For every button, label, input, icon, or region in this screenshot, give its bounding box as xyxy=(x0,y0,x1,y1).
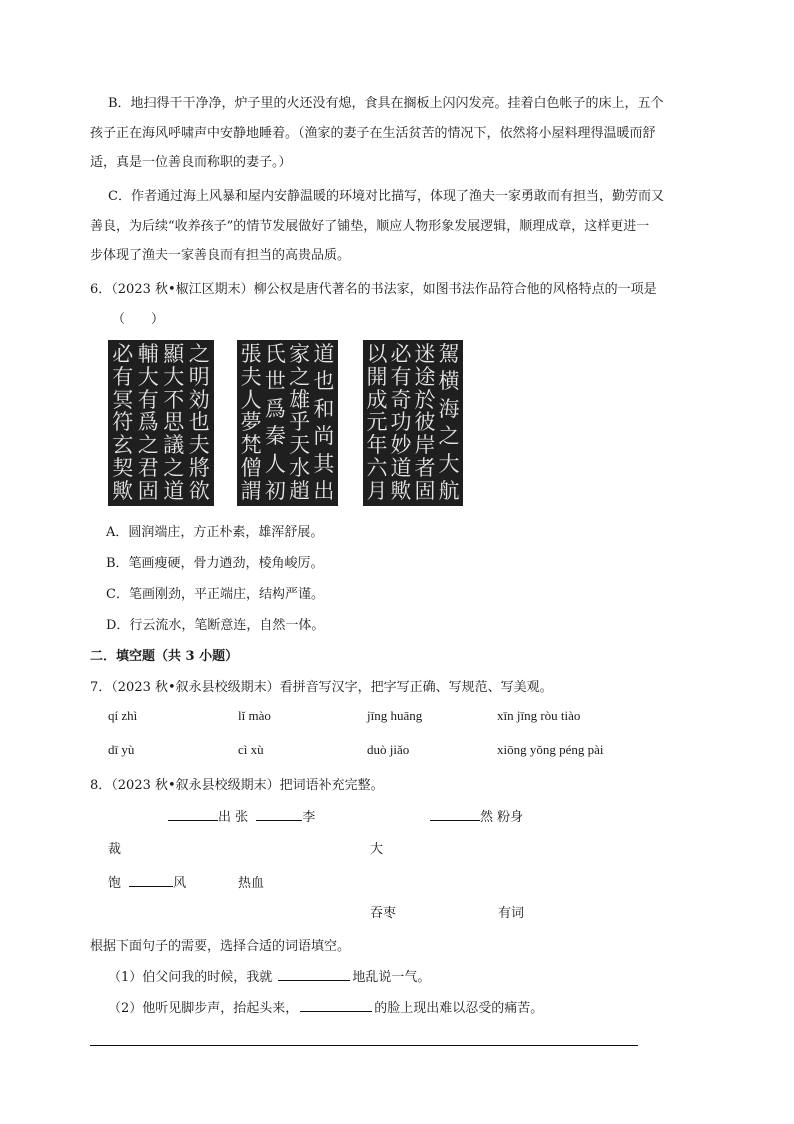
calligraphy-character: 必 xyxy=(112,342,134,366)
fill-blank[interactable] xyxy=(430,806,480,821)
calligraphy-character: 岸 xyxy=(414,433,436,458)
calligraphy-character: 爲 xyxy=(264,396,286,421)
calligraphy-character: 妙 xyxy=(390,433,412,458)
calligraphy-character: 年 xyxy=(366,433,388,458)
word-fill-item: 出 张 李 xyxy=(168,806,315,825)
calligraphy-column xyxy=(415,344,436,502)
calligraphy-column xyxy=(163,344,184,502)
calligraphy-character: 欲 xyxy=(188,478,210,503)
calligraphy-character: 僧 xyxy=(240,456,262,481)
calligraphy-character: 之 xyxy=(188,342,210,366)
pinyin-item: qí zhì xyxy=(108,708,138,723)
calligraphy-character: 謂 xyxy=(240,478,262,503)
calligraphy-character: 大 xyxy=(163,364,185,389)
calligraphy-character: 其 xyxy=(313,451,335,476)
calligraphy-character: 和 xyxy=(313,396,335,421)
calligraphy-character: 玄 xyxy=(112,433,134,458)
calligraphy-character: 之 xyxy=(137,433,159,458)
calligraphy-column xyxy=(241,344,262,502)
word-fragment: 裁 xyxy=(108,842,122,857)
calligraphy-column xyxy=(189,344,210,502)
calligraphy-character: 冥 xyxy=(112,387,134,412)
fill-blank[interactable] xyxy=(278,966,350,981)
calligraphy-column xyxy=(313,344,334,502)
text-line: B．地扫得干干净净，炉子里的火还没有熄，食具在搁板上闪闪发亮。挂着白色帐子的床上，五个 xyxy=(108,96,664,111)
pinyin-item: jīng huāng xyxy=(367,708,423,723)
footer-divider xyxy=(90,1045,638,1046)
pinyin-item: lǐ mào xyxy=(238,708,271,723)
calligraphy-character: 明 xyxy=(188,364,210,389)
calligraphy-character: 固 xyxy=(414,478,436,503)
calligraphy-image-2 xyxy=(237,340,338,506)
calligraphy-character: 出 xyxy=(313,478,335,503)
calligraphy-character: 歟 xyxy=(112,478,134,503)
calligraphy-character: 初 xyxy=(264,478,286,503)
calligraphy-character: 符 xyxy=(112,410,134,435)
calligraphy-character: 契 xyxy=(112,456,134,481)
calligraphy-image-3 xyxy=(363,340,463,506)
pinyin-item: duò jiǎo xyxy=(367,742,410,757)
calligraphy-character: 途 xyxy=(414,364,436,389)
calligraphy-character: 大 xyxy=(137,364,159,389)
calligraphy-character: 議 xyxy=(163,433,185,458)
fill-blank[interactable] xyxy=(168,806,218,821)
calligraphy-character: 於 xyxy=(414,387,436,412)
calligraphy-character: 也 xyxy=(188,410,210,435)
calligraphy-character: 顯 xyxy=(163,342,185,366)
calligraphy-character: 功 xyxy=(390,410,412,435)
word-fragment: 大 xyxy=(370,842,384,857)
text-line: 孩子正在海风呼啸声中安静地睡着。（渔家的妻子在生活贫苦的情况下，依然将小屋料理得温暖而舒 xyxy=(90,125,656,141)
calligraphy-character: 輔 xyxy=(137,342,159,366)
calligraphy-character: 有 xyxy=(390,364,412,389)
calligraphy-column xyxy=(439,344,460,502)
question-6-stem: 6．（2023 秋•椒江区期末）柳公权是唐代著名的书法家，如图书法作品符合他的风格特点的一项是 xyxy=(90,282,657,297)
calligraphy-character: 奇 xyxy=(390,387,412,412)
calligraphy-character: 家 xyxy=(289,342,311,366)
calligraphy-character: 之 xyxy=(163,456,185,481)
option-c: C．笔画刚劲，平正端庄，结构严谨。 xyxy=(106,587,324,602)
calligraphy-character: 夫 xyxy=(188,433,210,458)
question-8-stem: 8．（2023 秋•叙永县校级期末）把词语补充完整。 xyxy=(90,778,384,793)
calligraphy-character: 月 xyxy=(366,478,388,503)
calligraphy-character: 有 xyxy=(137,387,159,412)
fill-blank[interactable] xyxy=(300,997,372,1012)
pinyin-item: xīn jīng ròu tiào xyxy=(497,708,581,723)
word-fragment: 热血 xyxy=(238,876,265,891)
calligraphy-column xyxy=(289,344,310,502)
calligraphy-character: 梵 xyxy=(240,433,262,458)
fill-blank[interactable] xyxy=(256,806,302,821)
text-line: C．作者通过海上风暴和屋内安静温暖的环境对比描写，体现了渔夫一家勇敢而有担当，勤劳而又 xyxy=(108,189,664,204)
calligraphy-character: 海 xyxy=(438,396,460,421)
calligraphy-character: 固 xyxy=(137,478,159,503)
option-c-text xyxy=(90,182,690,271)
calligraphy-character: 道 xyxy=(390,456,412,481)
sentence-2: （2）他听见脚步声，抬起头来， 的脸上现出难以忍受的痛苦。 xyxy=(108,997,543,1016)
calligraphy-character: 雄 xyxy=(289,387,311,412)
word-fragment: 有词 xyxy=(498,906,525,921)
calligraphy-character: 之 xyxy=(438,424,460,449)
word-fill-item: 饱 风 xyxy=(108,872,186,891)
pinyin-item: xiōng yǒng péng pài xyxy=(497,742,604,757)
question-7-stem: 7．（2023 秋•叙永县校级期末）看拼音写汉字，把字写正确、写规范、写美观。 xyxy=(90,680,553,695)
calligraphy-character: 將 xyxy=(188,456,210,481)
calligraphy-character: 張 xyxy=(240,342,262,366)
calligraphy-character: 開 xyxy=(366,364,388,389)
calligraphy-character: 水 xyxy=(289,456,311,481)
calligraphy-character: 航 xyxy=(438,478,460,503)
calligraphy-character: 天 xyxy=(289,433,311,458)
calligraphy-character: 君 xyxy=(137,456,159,481)
calligraphy-character: 大 xyxy=(438,451,460,476)
calligraphy-column xyxy=(391,344,412,502)
pinyin-item: dī yù xyxy=(108,742,135,757)
instruction-text: 根据下面句子的需要，选择合适的词语填空。 xyxy=(90,939,351,954)
calligraphy-character: 趙 xyxy=(289,478,311,503)
word-fragment: 吞枣 xyxy=(370,906,397,921)
calligraphy-column xyxy=(112,344,133,502)
calligraphy-character: 人 xyxy=(240,387,262,412)
calligraphy-character: 秦 xyxy=(264,424,286,449)
calligraphy-character: 以 xyxy=(366,342,388,366)
calligraphy-character: 夫 xyxy=(240,364,262,389)
calligraphy-character: 横 xyxy=(438,369,460,394)
calligraphy-character: 迷 xyxy=(414,342,436,366)
option-b-text xyxy=(90,89,690,178)
option-b: B．笔画瘦硬，骨力遒劲，棱角峻厉。 xyxy=(106,556,324,571)
calligraphy-character: 氏 xyxy=(264,342,286,366)
pinyin-item: cì xù xyxy=(238,742,264,757)
calligraphy-image-1 xyxy=(108,340,214,506)
text-line: 适，真是一位善良而称职的妻子。） xyxy=(90,155,292,170)
calligraphy-character: 人 xyxy=(264,451,286,476)
calligraphy-character: 駕 xyxy=(438,342,460,366)
calligraphy-character: 世 xyxy=(264,369,286,394)
calligraphy-character: 思 xyxy=(163,410,185,435)
option-d: D．行云流水，笔断意连，自然一体。 xyxy=(106,618,325,633)
calligraphy-character: 不 xyxy=(163,387,185,412)
calligraphy-column xyxy=(367,344,388,502)
calligraphy-column xyxy=(138,344,159,502)
text-line: 步体现了渔夫一家善良而有担当的高贵品质。 xyxy=(90,248,351,263)
calligraphy-character: 夢 xyxy=(240,410,262,435)
option-a: A．圆润端庄，方正朴素，雄浑舒展。 xyxy=(106,525,324,540)
sentence-1: （1）伯父问我的时候，我就 地乱说一气。 xyxy=(108,966,430,985)
calligraphy-character: 也 xyxy=(313,369,335,394)
calligraphy-character: 者 xyxy=(414,456,436,481)
calligraphy-character: 六 xyxy=(366,456,388,481)
calligraphy-column xyxy=(265,344,286,502)
calligraphy-character: 歟 xyxy=(390,478,412,503)
calligraphy-character: 彼 xyxy=(414,410,436,435)
calligraphy-character: 道 xyxy=(163,478,185,503)
calligraphy-character: 之 xyxy=(289,364,311,389)
calligraphy-character: 効 xyxy=(188,387,210,412)
calligraphy-character: 必 xyxy=(390,342,412,366)
answer-parentheses: （ ） xyxy=(112,312,165,327)
section-heading: 二．填空题（共 3 小题） xyxy=(90,649,239,664)
calligraphy-character: 道 xyxy=(313,342,335,366)
fill-blank[interactable] xyxy=(129,872,173,887)
calligraphy-character: 乎 xyxy=(289,410,311,435)
calligraphy-character: 成 xyxy=(366,387,388,412)
text-line: 善良，为后续“收养孩子”的情节发展做好了铺垫，顺应人物形象发展逻辑，顺理成章，这样更进一 xyxy=(90,218,650,234)
calligraphy-character: 尚 xyxy=(313,424,335,449)
calligraphy-character: 爲 xyxy=(137,410,159,435)
calligraphy-character: 元 xyxy=(366,410,388,435)
word-fill-item: 然 粉身 xyxy=(430,806,523,825)
calligraphy-character: 有 xyxy=(112,364,134,389)
